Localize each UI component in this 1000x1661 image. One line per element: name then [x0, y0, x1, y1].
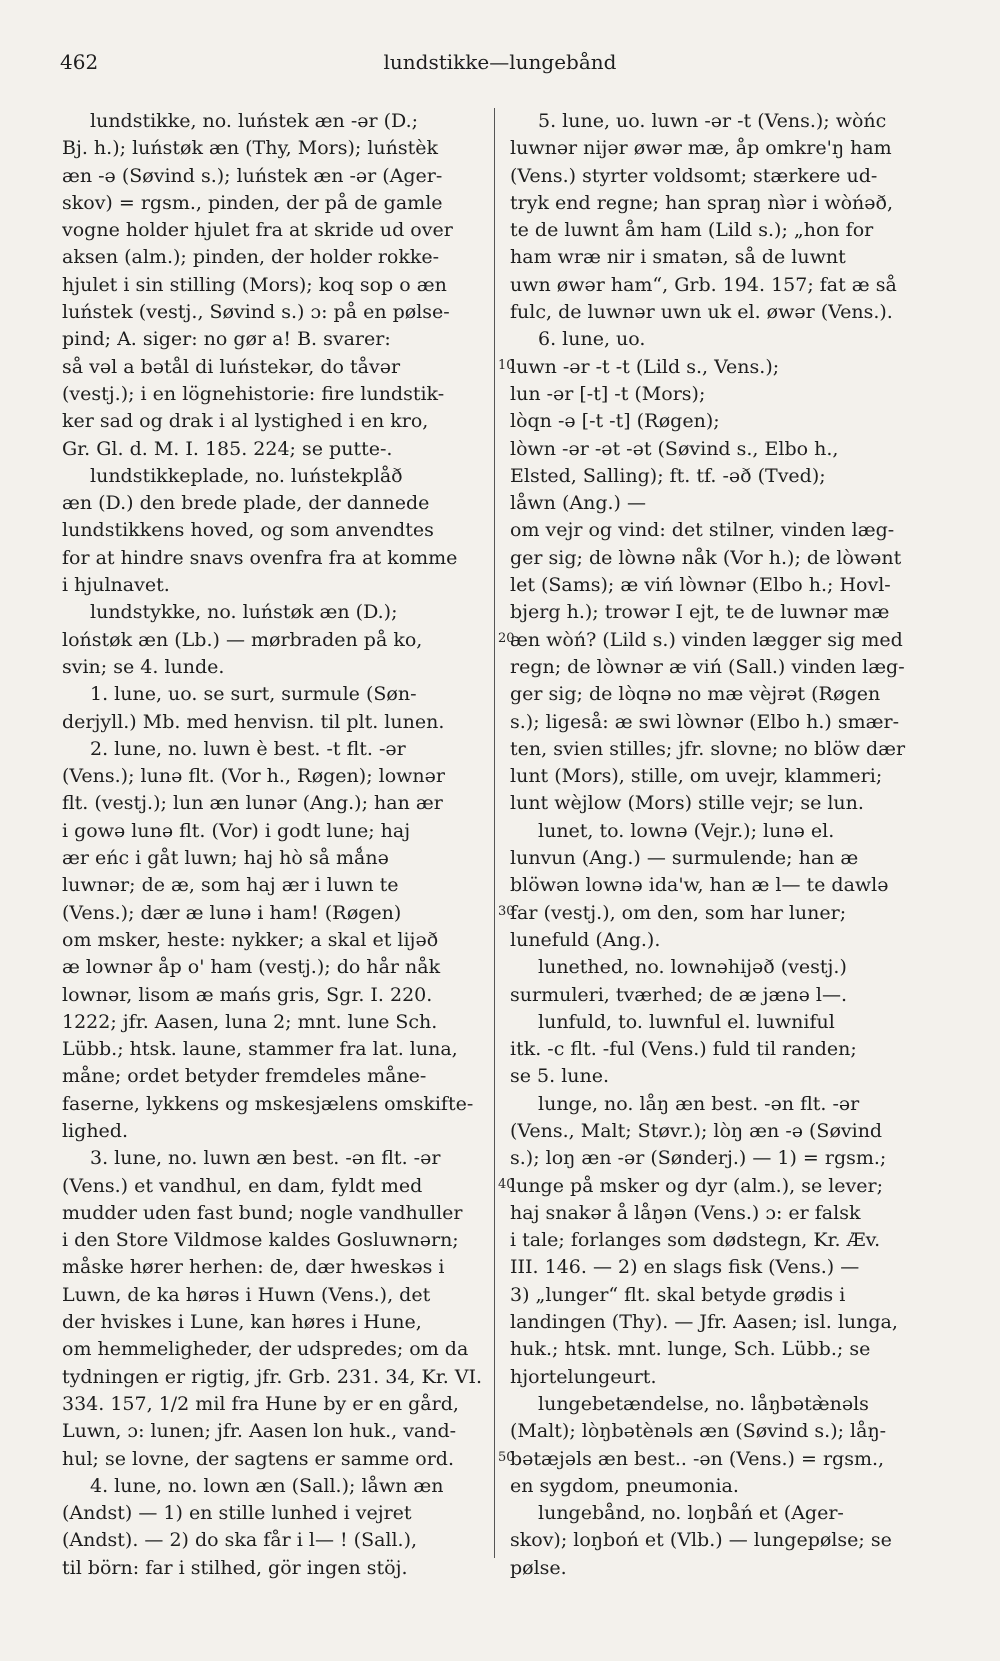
text-line: let (Sams); æ viń lòwnər (Elbo h.; Hovl-	[510, 574, 891, 597]
text-line: pølse.	[510, 1556, 567, 1579]
text-line: landingen (Thy). — Jfr. Aasen; isl. lunga,	[510, 1311, 898, 1334]
text-line: itk. -c flt. -ful (Vens.) fuld til randen;	[510, 1038, 857, 1061]
page-number: 462	[60, 50, 99, 74]
text-line: lundstikke, no. luństek æn -ər (D.;	[90, 110, 419, 132]
text-line: se 5. lune.	[510, 1065, 610, 1088]
text-line: i hjulnavet.	[62, 574, 170, 597]
text-line: om vejr og vind: det stilner, vinden læg-	[510, 519, 895, 542]
text-line: lunet, to. lownə (Vejr.); lunə el.	[538, 819, 835, 842]
text-line: s.); loŋ æn -ər (Sønderj.) — 1) = rgsm.;	[510, 1147, 887, 1170]
text-line: tydningen er rigtig, jfr. Grb. 231. 34, Kr. VI.	[62, 1365, 483, 1388]
text-line: bətæjəls æn best.. -ən (Vens.) = rgsm.,	[510, 1447, 885, 1470]
line-number-10: 10	[498, 358, 515, 373]
text-line: måske hører herhen: de, dær hweskəs i	[62, 1256, 445, 1279]
text-line: derjyll.) Mb. med henvisn. til plt. lunen.	[62, 710, 445, 733]
text-line: 6. lune, uo.	[538, 328, 646, 351]
left-column	[62, 108, 494, 1582]
text-line: svin; se 4. lunde.	[62, 655, 225, 678]
text-line: ger sig; de lòqnə no mæ vèjrət (Røgen	[510, 683, 881, 706]
text-line: æn wòń? (Lild s.) vinden lægger sig med	[510, 628, 903, 651]
text-line: lunethed, no. lownəhijəð (vestj.)	[538, 956, 847, 979]
text-line: æ lownər åp o' ham (vestj.); do hår nåk	[62, 956, 441, 979]
running-head: lundstikke—lungebånd	[383, 50, 617, 74]
text-line: III. 146. — 2) en slags fisk (Vens.) —	[510, 1256, 860, 1279]
text-line: æn -ə (Søvind s.); luństek æn -ər (Ager-	[62, 164, 443, 187]
text-line: lungebånd, no. loŋbåń et (Ager-	[538, 1502, 844, 1525]
text-line: luństek (vestj., Søvind s.) ɔ: på en pølse-	[62, 301, 450, 324]
text-line: huk.; htsk. mnt. lunge, Sch. Lübb.; se	[510, 1338, 871, 1361]
text-line: lunefuld (Ang.).	[510, 928, 661, 951]
text-line: lunvun (Ang.) — surmulende; han æ	[510, 847, 859, 870]
text-line: ker sad og drak i al lystighed i en kro,	[62, 410, 429, 433]
text-line: hjortelungeurt.	[510, 1365, 657, 1388]
text-line: Luwn, de ka hørəs i Huwn (Vens.), det	[62, 1283, 431, 1306]
text-line: 2. lune, no. luwn è best. -t flt. -ər	[90, 737, 406, 760]
text-line: lòqn -ə [-t -t] (Røgen);	[510, 410, 720, 433]
line-number-20: 20	[498, 631, 515, 646]
text-line: 1222; jfr. Aasen, luna 2; mnt. lune Sch.	[62, 1010, 438, 1033]
text-line: i tale; forlanges som dødstegn, Kr. Æv.	[510, 1229, 881, 1252]
column-divider	[494, 108, 495, 1558]
text-line: te de luwnt åm ham (Lild s.); „hon for	[510, 219, 874, 242]
text-line: om msker, heste: nykker; a skal et lijəð	[62, 928, 439, 951]
text-line: vogne holder hjulet fra at skride ud over	[62, 219, 453, 242]
text-line: faserne, lykkens og mskesjælens omskifte-	[62, 1092, 474, 1115]
text-line: ham wræ nir i smatən, så de luwnt	[510, 246, 846, 269]
text-line: lunge på msker og dyr (alm.), se lever;	[510, 1174, 884, 1197]
text-line: 3. lune, no. luwn æn best. -ən flt. -ər	[90, 1147, 441, 1170]
right-column	[510, 108, 942, 1582]
text-line: flt. (vestj.); lun æn lunər (Ang.); han ær	[62, 792, 443, 815]
text-line: aksen (alm.); pinden, der holder rokke-	[62, 246, 440, 269]
text-line: luwnər; de æ, som haj ær i luwn te	[62, 874, 399, 897]
text-line: der hviskes i Lune, kan høres i Hune,	[62, 1311, 422, 1334]
text-line: æn (D.) den brede plade, der dannede	[62, 492, 430, 515]
text-line: (vestj.); i en lögnehistorie: fire lundstik-	[62, 382, 445, 405]
text-line: lòwn -ər -ət -ət (Søvind s., Elbo h.,	[510, 437, 839, 460]
text-line: regn; de lòwnər æ viń (Sall.) vinden læg-	[510, 655, 905, 678]
text-line: haj snakər å låŋən (Vens.) ɔ: er falsk	[510, 1201, 861, 1224]
text-line: lungebetændelse, no. låŋbətæ̀nəls	[538, 1392, 869, 1415]
text-line: ger sig; de lòwnə nåk (Vor h.); de lòwənt	[510, 546, 902, 569]
text-line: fulc, de luwnər uwn uk el. øwər (Vens.).	[510, 301, 893, 324]
text-line: Luwn, ɔ: lunen; jfr. Aasen lon huk., vand-	[62, 1420, 457, 1443]
text-line: om hemmeligheder, der udspredes; om da	[62, 1338, 469, 1361]
text-line: luwnər nijər øwər mæ, åp omkre'ŋ ham	[510, 137, 892, 160]
line-number-50: 50	[498, 1450, 515, 1465]
text-line: (Andst) — 1) en stille lunhed i vejret	[62, 1502, 412, 1525]
text-line: lunt (Mors), stille, om uvejr, klammeri;	[510, 765, 883, 788]
text-line: skov); loŋboń et (Vlb.) — lungepølse; se	[510, 1529, 892, 1552]
text-line: lun -ər [-t] -t (Mors);	[510, 382, 706, 405]
text-line: Elsted, Salling); ft. tf. -əð (Tved);	[510, 464, 826, 487]
text-line: s.); ligeså: æ swi lòwnər (Elbo h.) smær-	[510, 710, 899, 733]
text-line: Lübb.; htsk. laune, stammer fra lat. luna,	[62, 1038, 458, 1061]
text-line: (Vens., Malt; Støvr.); lòŋ æn -ə (Søvind	[510, 1119, 883, 1142]
text-line: lundstikkens hoved, og som anvendtes	[62, 519, 434, 542]
text-line: blöwən lownə ida'w, han æ l— te dawlə	[510, 874, 889, 897]
line-number-40: 40	[498, 1177, 515, 1192]
text-line: lundstykke, no. luństøk æn (D.);	[90, 601, 398, 624]
text-line: mudder uden fast bund; nogle vandhuller	[62, 1201, 463, 1224]
text-line: lunge, no. låŋ æn best. -ən flt. -ər	[538, 1092, 860, 1115]
text-line: loństøk æn (Lb.) — mørbraden på ko,	[62, 628, 423, 651]
text-line: for at hindre snavs ovenfra fra at komme	[62, 546, 458, 569]
text-line: ær eńc i gåt luwn; haj hò så mǻnə	[62, 847, 389, 870]
text-line: (Vens.); lunə flt. (Vor h., Røgen); lownər	[62, 765, 445, 788]
text-line: i den Store Vildmose kaldes Gosluwnərn;	[62, 1229, 459, 1252]
text-line: lunfuld, to. luwnful el. luwniful	[538, 1010, 835, 1033]
text-line: 3) „lunger“ flt. skal betyde grødis i	[510, 1283, 846, 1306]
text-line: 1. lune, uo. se surt, surmule (Søn-	[90, 683, 417, 706]
text-line: hul; se lovne, der sagtens er samme ord.	[62, 1447, 454, 1470]
text-line: 5. lune, uo. luwn -ər -t (Vens.); wòńc	[538, 110, 887, 132]
text-line: luwn -ər -t -t (Lild s., Vens.);	[510, 355, 780, 378]
text-line: skov) = rgsm., pinden, der på de gamle	[62, 191, 443, 214]
text-line: måne; ordet betyder fremdeles måne-	[62, 1065, 427, 1088]
text-line: (Andst). — 2) do ska får i l— ! (Sall.),	[62, 1529, 418, 1552]
text-line: Gr. Gl. d. M. I. 185. 224; se putte-.	[62, 437, 393, 460]
text-line: uwn øwər ham“, Grb. 194. 157; fat æ så	[510, 273, 897, 296]
text-line: til börn: far i stilhed, gör ingen stöj.	[62, 1556, 408, 1579]
text-line: (Vens.) styrter voldsomt; stærkere ud-	[510, 164, 878, 187]
text-line: hjulet i sin stilling (Mors); koq sop o æn	[62, 273, 447, 296]
text-line: så vəl a bətål di luństekər, do tåvər	[62, 355, 401, 378]
text-line: bjerg h.); trowər I ejt, te de luwnər mæ	[510, 601, 890, 624]
text-line: en sygdom, pneumonia.	[510, 1474, 739, 1497]
text-line: (Vens.); dær æ lunə i ham! (Røgen)	[62, 901, 402, 924]
text-line: Bj. h.); luństøk æn (Thy, Mors); luństèk	[62, 137, 439, 160]
text-line: 4. lune, no. lown æn (Sall.); låwn æn	[90, 1474, 444, 1497]
text-line: i gowə lunə flt. (Vor) i godt lune; haj	[62, 819, 411, 842]
text-line: pind; A. siger: no gør a! B. svarer:	[62, 328, 391, 351]
text-line: lundstikkeplade, no. luństekplåð	[90, 464, 403, 487]
text-line: surmuleri, tværhed; de æ jænə l—.	[510, 983, 848, 1006]
text-line: (Vens.) et vandhul, en dam, fyldt med	[62, 1174, 423, 1197]
text-line: far (vestj.), om den, som har luner;	[510, 901, 847, 924]
text-line: låwn (Ang.) —	[510, 492, 646, 515]
text-line: lownər, lisom æ mańs gris, Sgr. I. 220.	[62, 983, 433, 1006]
text-line: tryk end regne; han spraŋ nìər i wòńəð,	[510, 191, 893, 214]
line-number-30: 30	[498, 904, 515, 919]
text-line: lighed.	[62, 1119, 128, 1142]
text-line: ten, svien stilles; jfr. slovne; no blöw dær	[510, 737, 906, 760]
text-line: (Malt); lòŋbətènəls æn (Søvind s.); låŋ-	[510, 1420, 887, 1443]
text-line: 334. 157, 1/2 mil fra Hune by er en gård,	[62, 1392, 459, 1415]
text-line: lunt wèjlow (Mors) stille vejr; se lun.	[510, 792, 864, 815]
